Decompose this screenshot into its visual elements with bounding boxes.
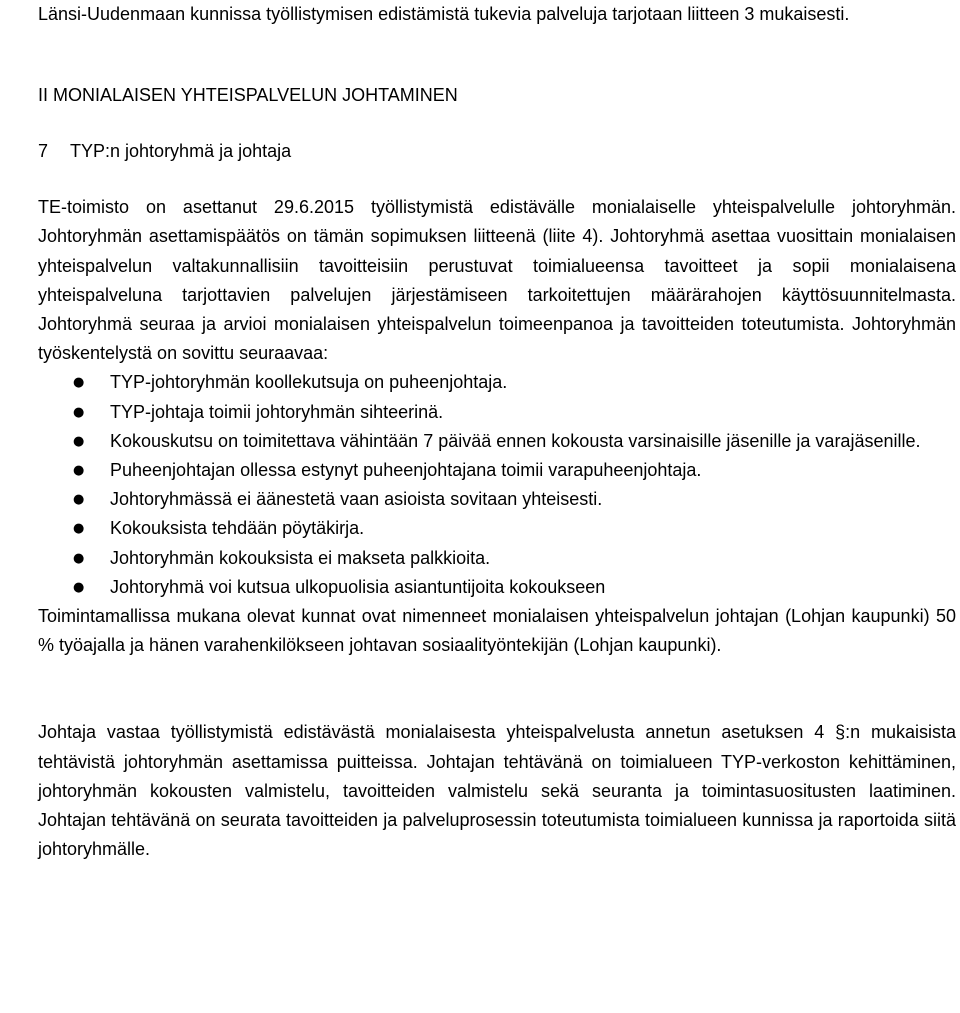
bullet-icon: ● <box>73 492 85 508</box>
list-item: ● TYP-johtoryhmän koollekutsuja on puheenjohtaja. <box>38 368 956 397</box>
list-item: ● Johtoryhmä voi kutsua ulkopuolisia asiantuntijoita kokoukseen <box>38 573 956 602</box>
rules-list <box>38 368 956 602</box>
intro-paragraph: Länsi-Uudenmaan kunnissa työllistymisen edistämistä tukevia palveluja tarjotaan liitteen 3 mukaisesti. <box>38 4 850 24</box>
list-item: ● Kokouksista tehdään pöytäkirja. <box>38 514 956 543</box>
chapter-heading: II MONIALAISEN YHTEISPALVELUN JOHTAMINEN <box>38 85 458 106</box>
bullet-icon: ● <box>73 550 85 566</box>
bullet-icon: ● <box>73 404 85 420</box>
section-paragraph-3: Johtaja vastaa työllistymistä edistävästä monialaisesta yhteispalvelusta annetun asetuksen 4 §:n mukaisista tehtävistä johtoryhmän asettamissa puitteissa. Johtajan tehtävänä on toimialueen TYP-verkoston kehittäminen, johtoryhmän kokousten valmistelu, tavoitteiden valmistelu sekä seuranta ja toimintasuositusten laatiminen. Johtajan tehtävänä on seurata tavoitteiden ja palveluprosessin toteutumista toimialueen kunnissa ja raportoida siitä johtoryhmälle. <box>38 722 956 860</box>
bullet-icon: ● <box>73 521 85 537</box>
list-item: ● Johtoryhmän kokouksista ei makseta palkkioita. <box>38 544 956 573</box>
section-heading <box>38 137 956 166</box>
list-item: ● Kokouskutsu on toimitettava vähintään 7 päivää ennen kokousta varsinaisille jäsenille ja varajäsenille. <box>38 427 956 456</box>
section-paragraph-1: TE-toimisto on asettanut 29.6.2015 työllistymistä edistävälle monialaiselle yhteispalvelulle johtoryhmän. Johtoryhmän asettamispäätös on tämän sopimuksen liitteenä (liite 4). Johtoryhmä asettaa vuosittain monialaisen yhteispalvelun valtakunnallisiin tavoitteisiin perustuvat toimialueensa tavoitteet ja sopii monialaisena yhteispalveluna tarjottavien palvelujen järjestämiseen tarkoitettujen määrärahojen käyttösuunnitelmasta. Johtoryhmä seuraa ja arvioi monialaisen yhteispalvelun toimeenpanoa ja tavoitteiden toteutumista. Johtoryhmän työskentelystä on sovittu seuraavaa: <box>38 197 956 364</box>
section-paragraph-2: Toimintamallissa mukana olevat kunnat ovat nimenneet monialaisen yhteispalvelun johtajan (Lohjan kaupunki) 50 % työajalla ja hänen varahenkilökseen johtavan sosiaalityöntekijän (Lohjan kaupunki). <box>38 606 956 656</box>
list-item: ● Puheenjohtajan ollessa estynyt puheenjohtajana toimii varapuheenjohtaja. <box>38 456 956 485</box>
section-number: 7 <box>38 141 49 162</box>
bullet-icon: ● <box>73 463 85 479</box>
bullet-icon: ● <box>73 579 85 595</box>
list-item: ● TYP-johtaja toimii johtoryhmän sihteerinä. <box>38 398 956 427</box>
bullet-icon: ● <box>73 433 85 449</box>
section-title: TYP:n johtoryhmä ja johtaja <box>70 141 292 162</box>
bullet-icon: ● <box>73 375 85 391</box>
list-item: ● Johtoryhmässä ei äänestetä vaan asioista sovitaan yhteisesti. <box>38 485 956 514</box>
document-page <box>38 0 956 864</box>
